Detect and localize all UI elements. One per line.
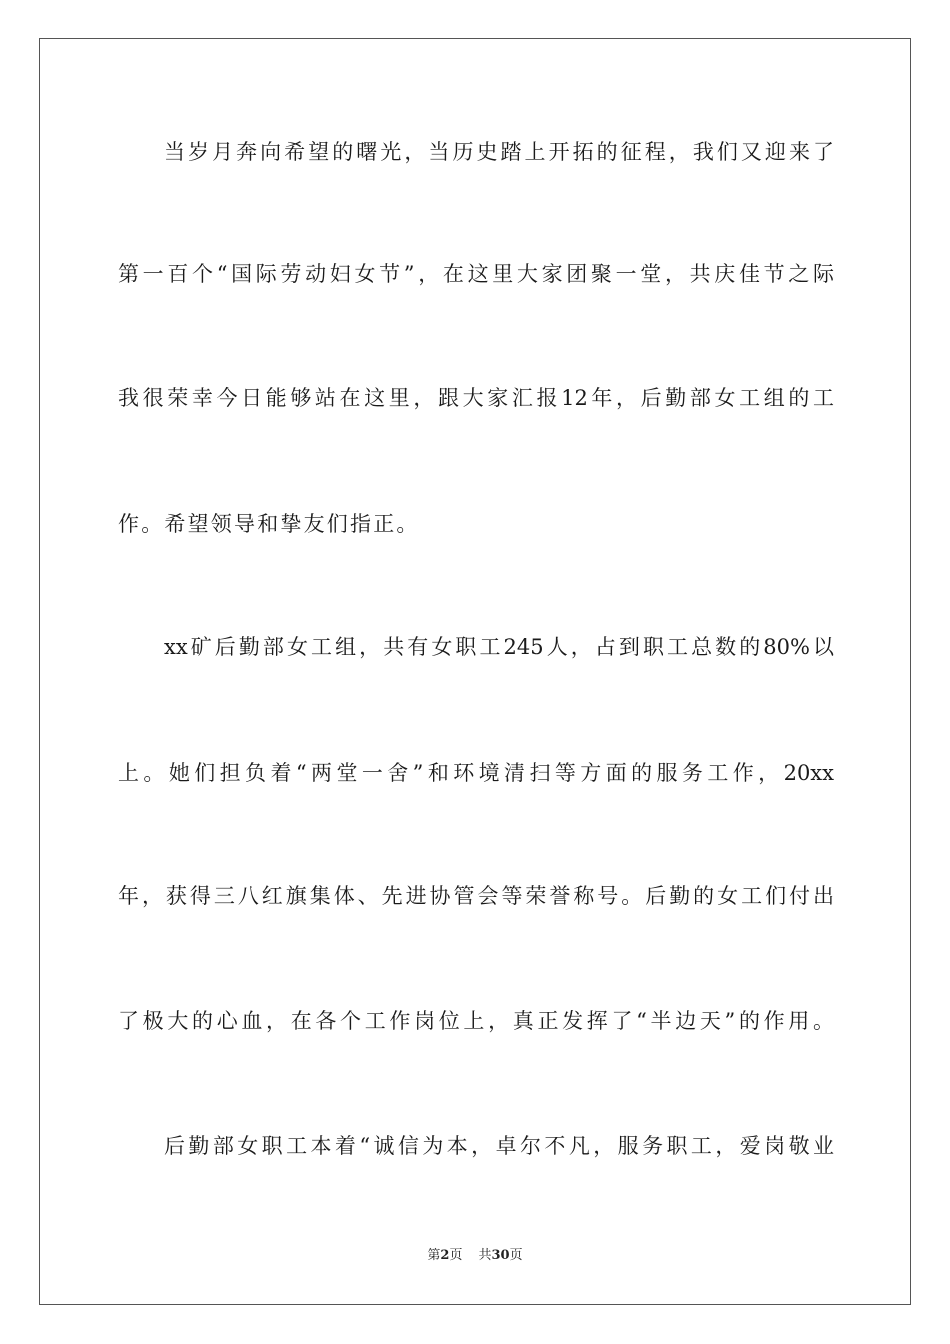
page-number: 2 <box>440 1248 450 1263</box>
page-border <box>39 38 911 1305</box>
total-suffix: 页 <box>509 1248 523 1263</box>
text-line: 作。希望领导和挚友们指正。 <box>118 512 420 536</box>
total-pages: 30 <box>491 1248 510 1263</box>
text-line: 第一百个“国际劳动妇女节”，在这里大家团聚一堂，共庆佳节之际 <box>118 262 834 286</box>
text-line: 当岁月奔向希望的曙光，当历史踏上开拓的征程，我们又迎来了 <box>164 140 834 164</box>
page-footer <box>0 1246 950 1266</box>
page-prefix: 第 <box>427 1248 441 1263</box>
text-line: 了极大的心血，在各个工作岗位上，真正发挥了“半边天”的作用。 <box>118 1009 834 1033</box>
total-prefix: 共 <box>478 1248 492 1263</box>
text-line: 后勤部女职工本着“诚信为本，卓尔不凡，服务职工，爱岗敬业 <box>164 1134 834 1158</box>
text-line: 年，获得三八红旗集体、先进协管会等荣誉称号。后勤的女工们付出 <box>118 884 834 908</box>
text-line: 上。她们担负着“两堂一舍”和环境清扫等方面的服务工作，20xx <box>118 761 834 785</box>
text-line: 我很荣幸今日能够站在这里，跟大家汇报12年，后勤部女工组的工 <box>118 386 834 410</box>
text-line: xx矿后勤部女工组，共有女职工245人，占到职工总数的80%以 <box>164 635 834 659</box>
page-suffix: 页 <box>449 1248 463 1263</box>
